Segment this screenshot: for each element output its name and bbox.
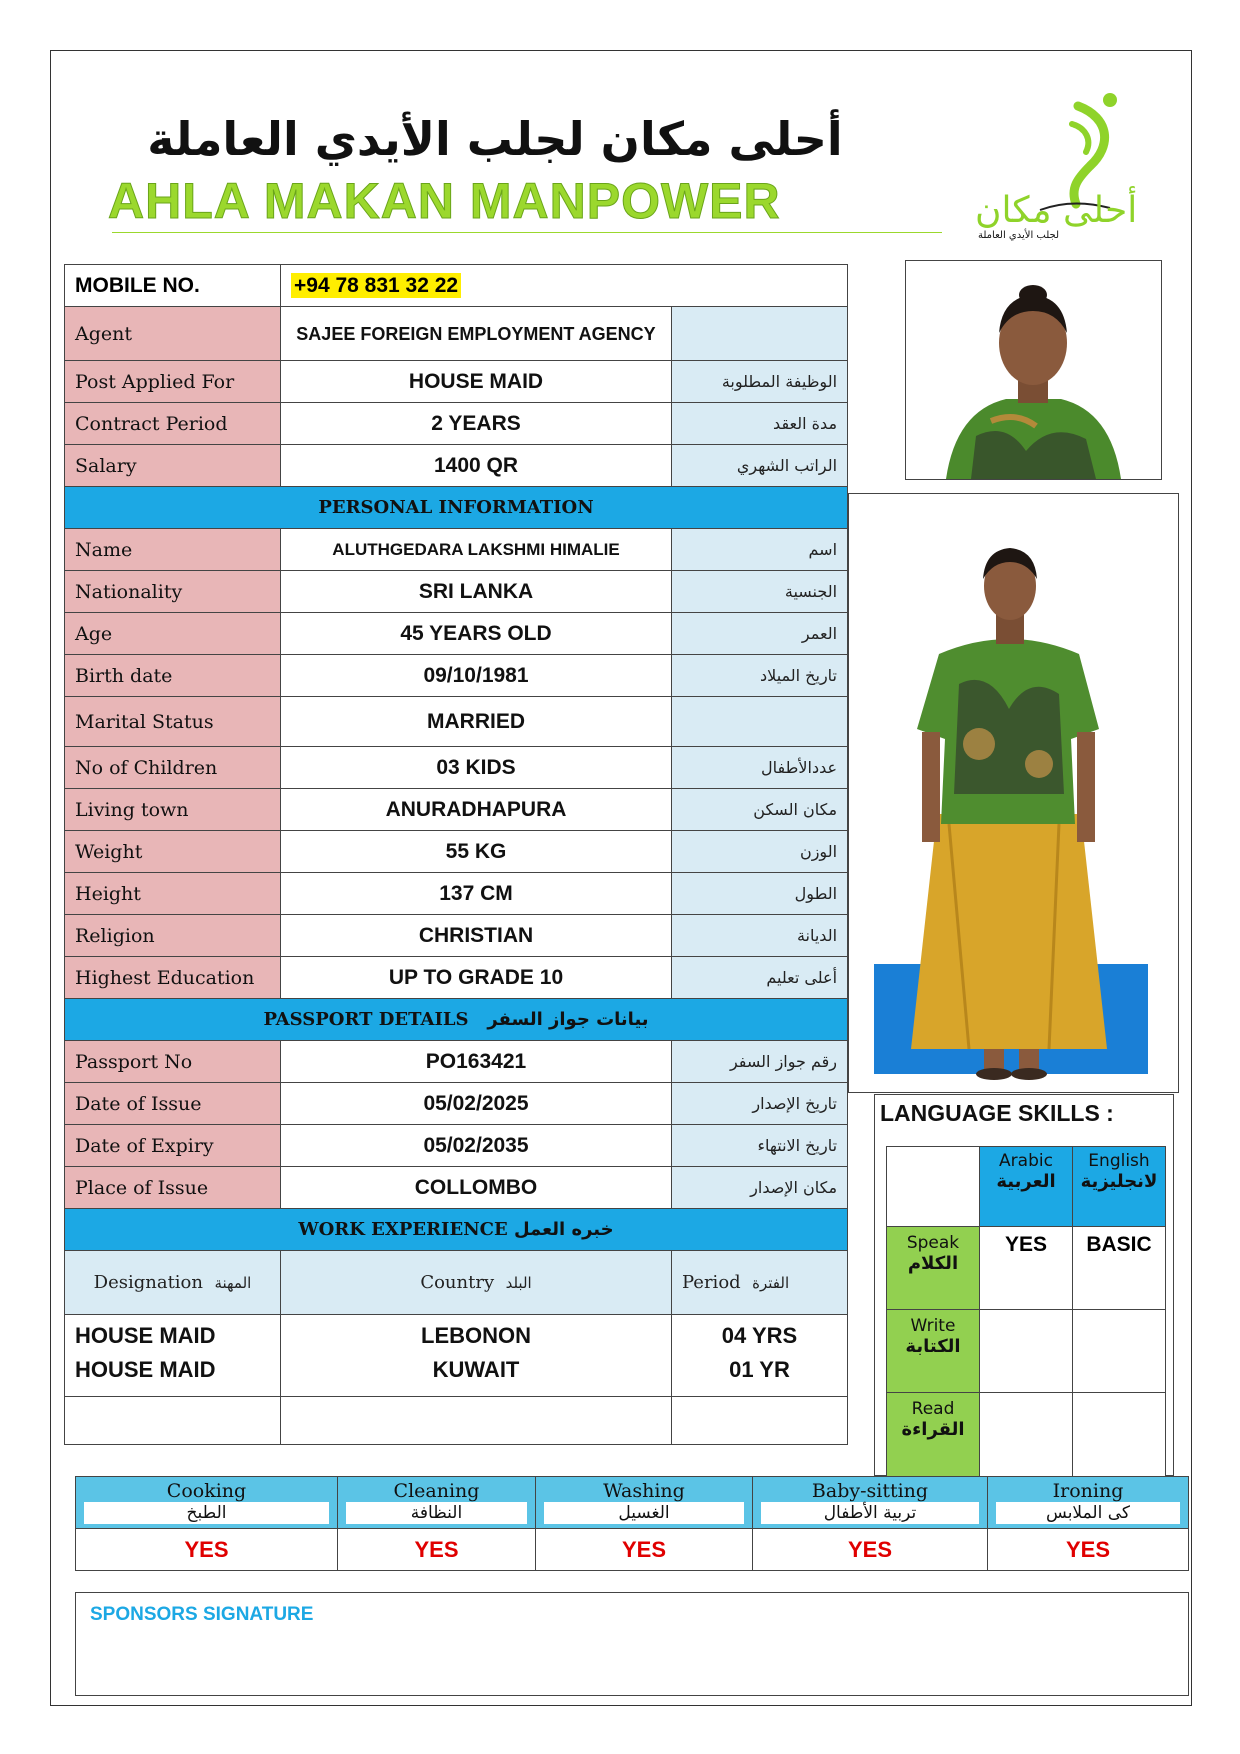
lang-row-label-cell	[887, 1393, 980, 1477]
language-col-arabic	[980, 1147, 1073, 1227]
skill-value: YES	[988, 1529, 1189, 1571]
company-logo-arabic: أحلى مكان	[975, 190, 1138, 231]
skill-label-arabic: الطبخ	[84, 1502, 329, 1524]
passport-row	[65, 1167, 848, 1209]
work-row	[65, 1357, 848, 1397]
field-value: SRI LANKA	[281, 571, 672, 613]
company-logo-subtitle: لجلب الأيدي العاملة	[978, 230, 1060, 241]
field-arabic: الراتب الشهري	[672, 445, 848, 487]
lang-row-label-arabic: الكلام	[907, 1253, 959, 1274]
field-arabic: الوزن	[672, 831, 848, 873]
language-header-row	[887, 1147, 1166, 1227]
mobile-label: MOBILE NO.	[65, 265, 281, 307]
language-row-write	[887, 1310, 1166, 1393]
passport-photo	[905, 260, 1162, 480]
lang-row-label-cell	[887, 1310, 980, 1393]
field-label: Passport No	[65, 1041, 281, 1083]
field-value: ALUTHGEDARA LAKSHMI HIMALIE	[281, 529, 672, 571]
work-empty-cell	[65, 1397, 281, 1445]
work-empty-cell	[281, 1397, 672, 1445]
work-title: WORK EXPERIENCE	[298, 1219, 508, 1240]
cv-table	[64, 264, 848, 1445]
lang-row-label: Read	[911, 1399, 955, 1419]
language-col-english	[1073, 1147, 1166, 1227]
field-value: COLLOMBO	[281, 1167, 672, 1209]
field-arabic: تاريخ الميلاد	[672, 655, 848, 697]
lang-value	[980, 1393, 1073, 1477]
field-value: 05/02/2035	[281, 1125, 672, 1167]
skill-label-arabic: کی الملابس	[996, 1502, 1180, 1524]
field-arabic: الوظيفة المطلوبة	[672, 361, 848, 403]
personal-row	[65, 747, 848, 789]
skill-label-arabic: النظافة	[346, 1502, 527, 1524]
field-value: 45 YEARS OLD	[281, 613, 672, 655]
field-label: Place of Issue	[65, 1167, 281, 1209]
passport-row	[65, 1125, 848, 1167]
personal-row	[65, 613, 848, 655]
field-row	[65, 307, 848, 361]
field-arabic: تاريخ الإصدار	[672, 1083, 848, 1125]
lang-value	[980, 1310, 1073, 1393]
full-body-image-icon	[849, 494, 1178, 1092]
field-row	[65, 445, 848, 487]
field-value: HOUSE MAID	[281, 361, 672, 403]
lang-col-label-arabic: لانجليزية	[1080, 1171, 1158, 1192]
sponsor-signature-label: SPONSORS SIGNATURE	[90, 1604, 314, 1625]
field-label: Height	[65, 873, 281, 915]
lang-row-label-cell	[887, 1227, 980, 1310]
field-arabic: مكان السكن	[672, 789, 848, 831]
skill-label: Cooking	[166, 1480, 247, 1502]
field-label: Name	[65, 529, 281, 571]
language-row-read	[887, 1393, 1166, 1477]
personal-row	[65, 697, 848, 747]
lang-value: BASIC	[1073, 1227, 1166, 1310]
work-title-arabic: خبره العمل	[513, 1219, 614, 1240]
field-label: Date of Expiry	[65, 1125, 281, 1167]
mobile-value-cell	[281, 265, 848, 307]
field-value: SAJEE FOREIGN EMPLOYMENT AGENCY	[281, 307, 672, 361]
field-arabic: أعلى تعليم	[672, 957, 848, 999]
work-title-cell	[65, 1209, 848, 1251]
mobile-row	[65, 265, 848, 307]
skill-label-arabic: الغسيل	[544, 1502, 744, 1524]
personal-row	[65, 957, 848, 999]
work-period: 01 YR	[672, 1357, 848, 1397]
field-value: UP TO GRADE 10	[281, 957, 672, 999]
section-header	[65, 487, 848, 529]
field-arabic: العمر	[672, 613, 848, 655]
skill-label: Ironing	[1052, 1480, 1124, 1502]
lang-row-label-arabic: القراءة	[901, 1419, 965, 1440]
work-period: 04 YRS	[672, 1315, 848, 1357]
field-arabic: الديانة	[672, 915, 848, 957]
skill-value: YES	[76, 1529, 338, 1571]
skills-table	[75, 1476, 1189, 1571]
lang-col-label: Arabic	[999, 1151, 1053, 1171]
field-arabic: عددالأطفال	[672, 747, 848, 789]
skill-header	[338, 1477, 536, 1529]
field-arabic: تاريخ الانتهاء	[672, 1125, 848, 1167]
skills-header-row	[76, 1477, 1189, 1529]
skill-value: YES	[753, 1529, 988, 1571]
field-label: Highest Education	[65, 957, 281, 999]
field-arabic	[672, 307, 848, 361]
personal-row	[65, 655, 848, 697]
personal-row	[65, 831, 848, 873]
field-label: Living town	[65, 789, 281, 831]
country-header-arabic: البلد	[505, 1274, 532, 1292]
field-arabic: اسم	[672, 529, 848, 571]
work-row	[65, 1315, 848, 1357]
designation-header-arabic: المهنة	[214, 1274, 252, 1292]
field-row	[65, 403, 848, 445]
field-value: PO163421	[281, 1041, 672, 1083]
work-country: KUWAIT	[281, 1357, 672, 1397]
header-title-english: AHLA MAKAN MANPOWER	[108, 173, 781, 229]
language-row-speak	[887, 1227, 1166, 1310]
work-country: LEBONON	[281, 1315, 672, 1357]
lang-value	[1073, 1393, 1166, 1477]
field-arabic: رقم جواز السفر	[672, 1041, 848, 1083]
work-row-empty	[65, 1397, 848, 1445]
field-label: Weight	[65, 831, 281, 873]
skill-value: YES	[536, 1529, 753, 1571]
skill-label: Cleaning	[393, 1480, 480, 1502]
lang-row-label: Write	[910, 1316, 956, 1336]
field-arabic	[672, 697, 848, 747]
field-value: 1400 QR	[281, 445, 672, 487]
personal-row	[65, 873, 848, 915]
field-arabic: مدة العقد	[672, 403, 848, 445]
field-label: Age	[65, 613, 281, 655]
skill-label: Washing	[603, 1480, 685, 1502]
work-header-period	[672, 1251, 848, 1315]
field-arabic: مكان الإصدار	[672, 1167, 848, 1209]
field-arabic: الطول	[672, 873, 848, 915]
designation-header: Designation	[93, 1272, 203, 1293]
field-value: ANURADHAPURA	[281, 789, 672, 831]
period-header: Period	[682, 1272, 741, 1293]
personal-row	[65, 789, 848, 831]
passport-row	[65, 1083, 848, 1125]
field-value: 2 YEARS	[281, 403, 672, 445]
country-header: Country	[420, 1272, 495, 1293]
skill-label-arabic: تربية الأطفال	[761, 1502, 979, 1524]
headshot-image-icon	[906, 261, 1161, 479]
work-header-country	[281, 1251, 672, 1315]
skills-value-row	[76, 1529, 1189, 1571]
field-value: 55 KG	[281, 831, 672, 873]
skill-header	[536, 1477, 753, 1529]
passport-row	[65, 1041, 848, 1083]
work-designation: HOUSE MAID	[65, 1315, 281, 1357]
header-divider	[112, 232, 942, 233]
field-label: Salary	[65, 445, 281, 487]
work-header-row	[65, 1251, 848, 1315]
lang-row-label: Speak	[906, 1233, 960, 1253]
section-header	[65, 999, 848, 1041]
field-label: Date of Issue	[65, 1083, 281, 1125]
field-label: Post Applied For	[65, 361, 281, 403]
field-label: Birth date	[65, 655, 281, 697]
work-header-designation	[65, 1251, 281, 1315]
section-header	[65, 1209, 848, 1251]
skill-header	[988, 1477, 1189, 1529]
language-skills-title: LANGUAGE SKILLS :	[880, 1100, 1114, 1126]
work-designation: HOUSE MAID	[65, 1357, 281, 1397]
field-value: 09/10/1981	[281, 655, 672, 697]
field-value: MARRIED	[281, 697, 672, 747]
lang-col-label: English	[1088, 1151, 1150, 1171]
work-empty-cell	[672, 1397, 848, 1445]
field-label: No of Children	[65, 747, 281, 789]
mobile-value: +94 78 831 32 22	[291, 273, 461, 298]
period-header-arabic: الفترة	[752, 1274, 790, 1292]
personal-row	[65, 571, 848, 613]
language-skills-table	[886, 1146, 1166, 1477]
skill-header	[76, 1477, 338, 1529]
personal-info-title: PERSONAL INFORMATION	[65, 487, 848, 529]
field-value: 137 CM	[281, 873, 672, 915]
skill-header	[753, 1477, 988, 1529]
skill-label: Baby-sitting	[811, 1480, 929, 1502]
lang-col-label-arabic: العربية	[996, 1171, 1056, 1192]
header-title-arabic: أحلى مكان لجلب الأيدي العاملة	[147, 112, 843, 166]
lang-value	[1073, 1310, 1166, 1393]
field-row	[65, 361, 848, 403]
field-label: Nationality	[65, 571, 281, 613]
field-label: Contract Period	[65, 403, 281, 445]
field-label: Marital Status	[65, 697, 281, 747]
passport-title: PASSPORT DETAILS	[263, 1009, 469, 1030]
skill-value: YES	[338, 1529, 536, 1571]
lang-row-label-arabic: الكتابة	[905, 1336, 961, 1357]
lang-value: YES	[980, 1227, 1073, 1310]
passport-title-arabic: بيانات جواز السفر	[487, 1009, 649, 1030]
full-body-photo	[848, 493, 1179, 1093]
personal-row	[65, 915, 848, 957]
field-label: Agent	[65, 307, 281, 361]
passport-title-cell	[65, 999, 848, 1041]
personal-row	[65, 529, 848, 571]
field-arabic: الجنسية	[672, 571, 848, 613]
field-label: Religion	[65, 915, 281, 957]
field-value: 05/02/2025	[281, 1083, 672, 1125]
field-value: 03 KIDS	[281, 747, 672, 789]
field-value: CHRISTIAN	[281, 915, 672, 957]
language-corner-cell	[887, 1147, 980, 1227]
